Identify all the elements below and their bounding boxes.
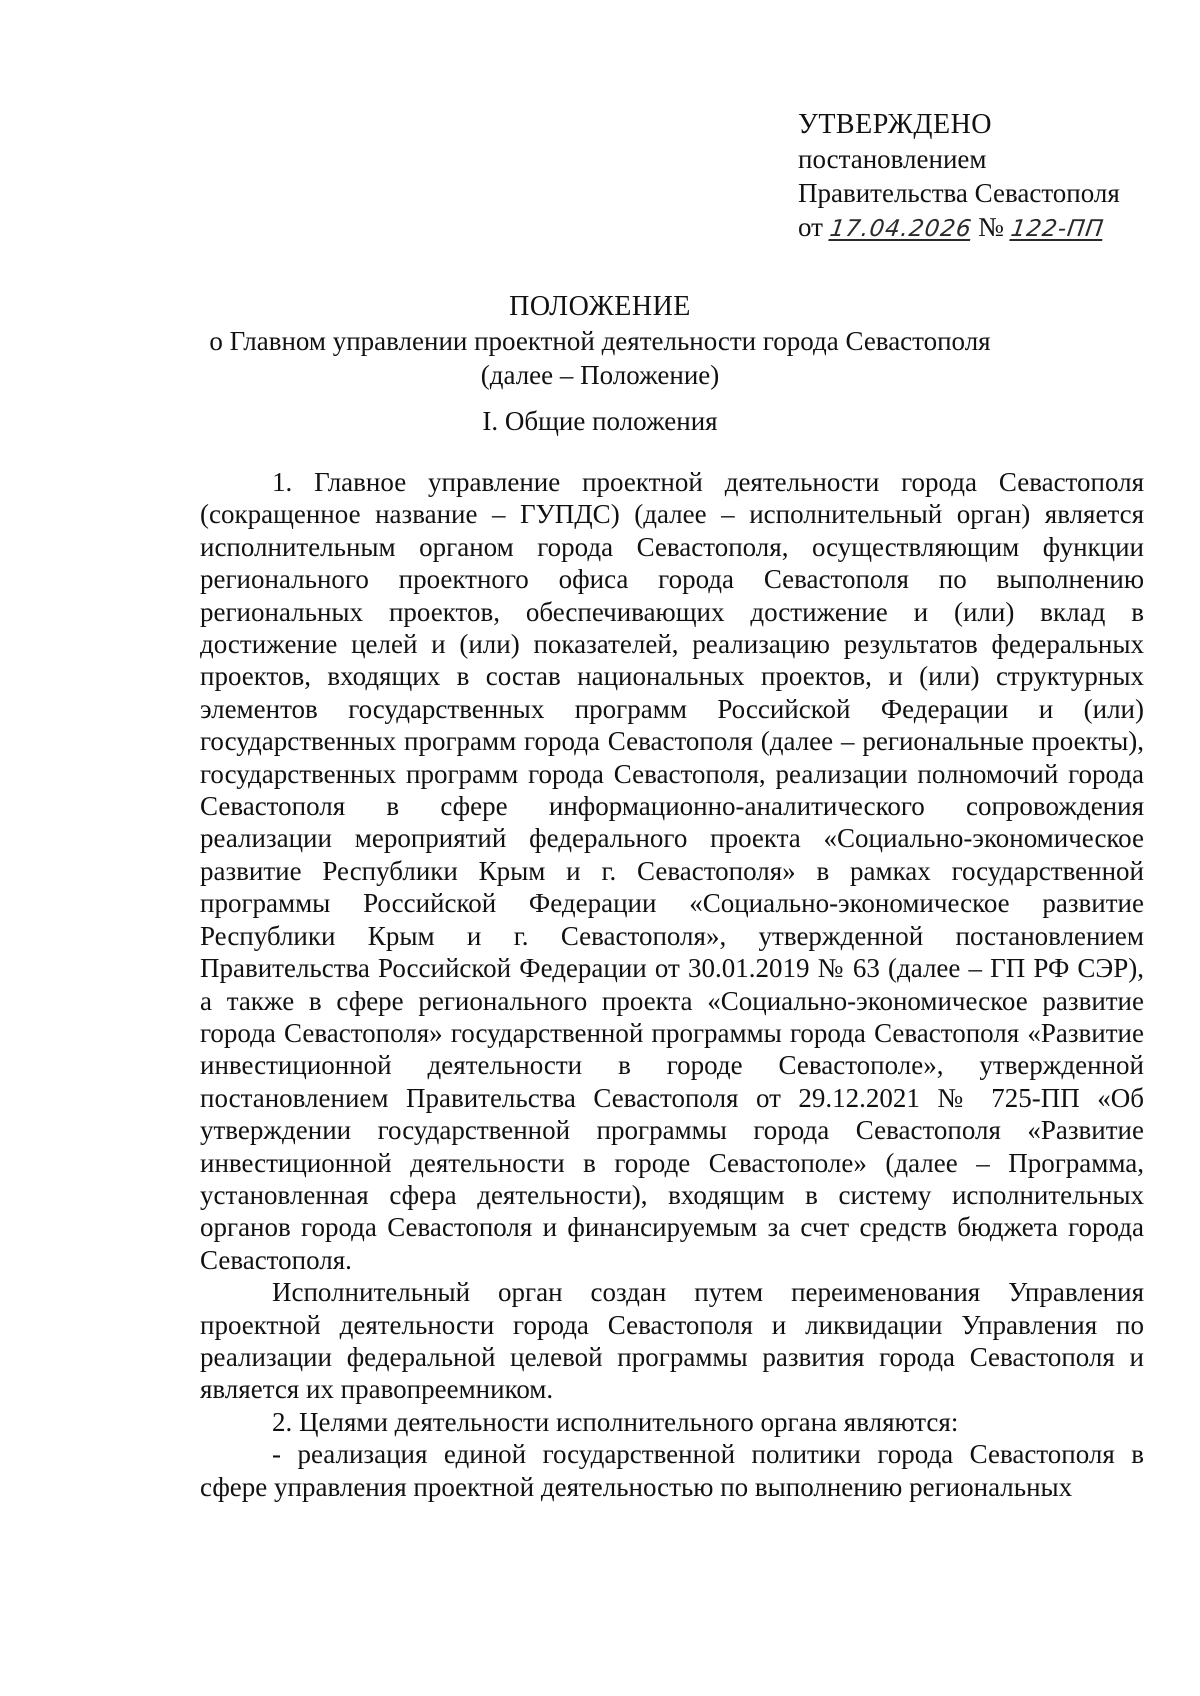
approval-date-prefix: от xyxy=(798,212,823,242)
approval-stamp-block xyxy=(798,108,1138,246)
approval-date-line xyxy=(798,210,1138,246)
approval-line-resolution: постановлением xyxy=(798,144,987,174)
document-title: ПОЛОЖЕНИЕ xyxy=(509,291,691,322)
approval-stamp-title: УТВЕРЖДЕНО xyxy=(798,109,993,140)
paragraph-1: 1. Главное управление проектной деятельности города Севастополя (сокращенное название – ГУПДС) (далее – исполнительный орган) является исполнительным органом города Севастополя, осуществляющим функции регионального проектного офиса города Севастополя по выполнению региональных проектов, обеспечивающих достижение и (или) вклад в достижение целей и (или) показателей, реализацию результатов федеральных проектов, входящих в состав национальных проектов, и (или) структурных элементов государственных программ Российской Федерации и (или) государственных программ города Севастополя (далее – региональные проекты), государственных программ города Севастополя, реализации полномочий города Севастополя в сфере информационно-аналитического сопровождения реализации мероприятий федерального проекта «Социально-экономическое развитие Республики Крым и г. Севастополя» в рамках государственной программы Российской Федерации «Социально-экономическое развитие Республики Крым и г. Севастополя», утвержденной постановлением Правительства Российской Федерации от 30.01.2019 № 63 (далее – ГП РФ СЭР), а также в сфере регионального проекта «Социально-экономическое развитие города Севастополя» государственной программы города Севастополя «Развитие инвестиционной деятельности в городе Севастополе», утвержденной постановлением Правительства Севастополя от 29.12.2021 № 725-ПП «Об утверждении государственной программы города Севастополя «Развитие инвестиционной деятельности в городе Севастополе» (далее – Программа, установленная сфера деятельности), входящим в систему исполнительных органов города Севастополя и финансируемым за счет средств бюджета города Севастополя. xyxy=(200,467,1144,1275)
approval-handwritten-date: 17.04.2026 xyxy=(827,216,974,242)
document-subtitle-note: (далее – Положение) xyxy=(480,360,720,390)
document-title-block xyxy=(0,290,1200,392)
document-body xyxy=(200,466,1144,1503)
section-heading: I. Общие положения xyxy=(482,406,718,436)
paragraph-3: 2. Целями деятельности исполнительного органа являются: xyxy=(272,1406,959,1437)
paragraph-4: - реализация единой государственной политики города Севастополя в сфере управления проектной деятельностью по выполнению региональных xyxy=(200,1439,1144,1502)
approval-line-government: Правительства Севастополя xyxy=(798,178,1120,208)
approval-number-prefix: № xyxy=(978,212,1004,242)
section-heading-block xyxy=(0,404,1200,438)
document-subtitle: о Главном управлении проектной деятельности города Севастополя xyxy=(209,326,991,356)
approval-handwritten-number: 122-ПП xyxy=(1008,216,1106,242)
paragraph-2: Исполнительный орган создан путем переименования Управления проектной деятельности города Севастополя и ликвидации Управления по реализации федеральной целевой программы развития города Севастополя и является их правопреемником. xyxy=(200,1277,1144,1405)
